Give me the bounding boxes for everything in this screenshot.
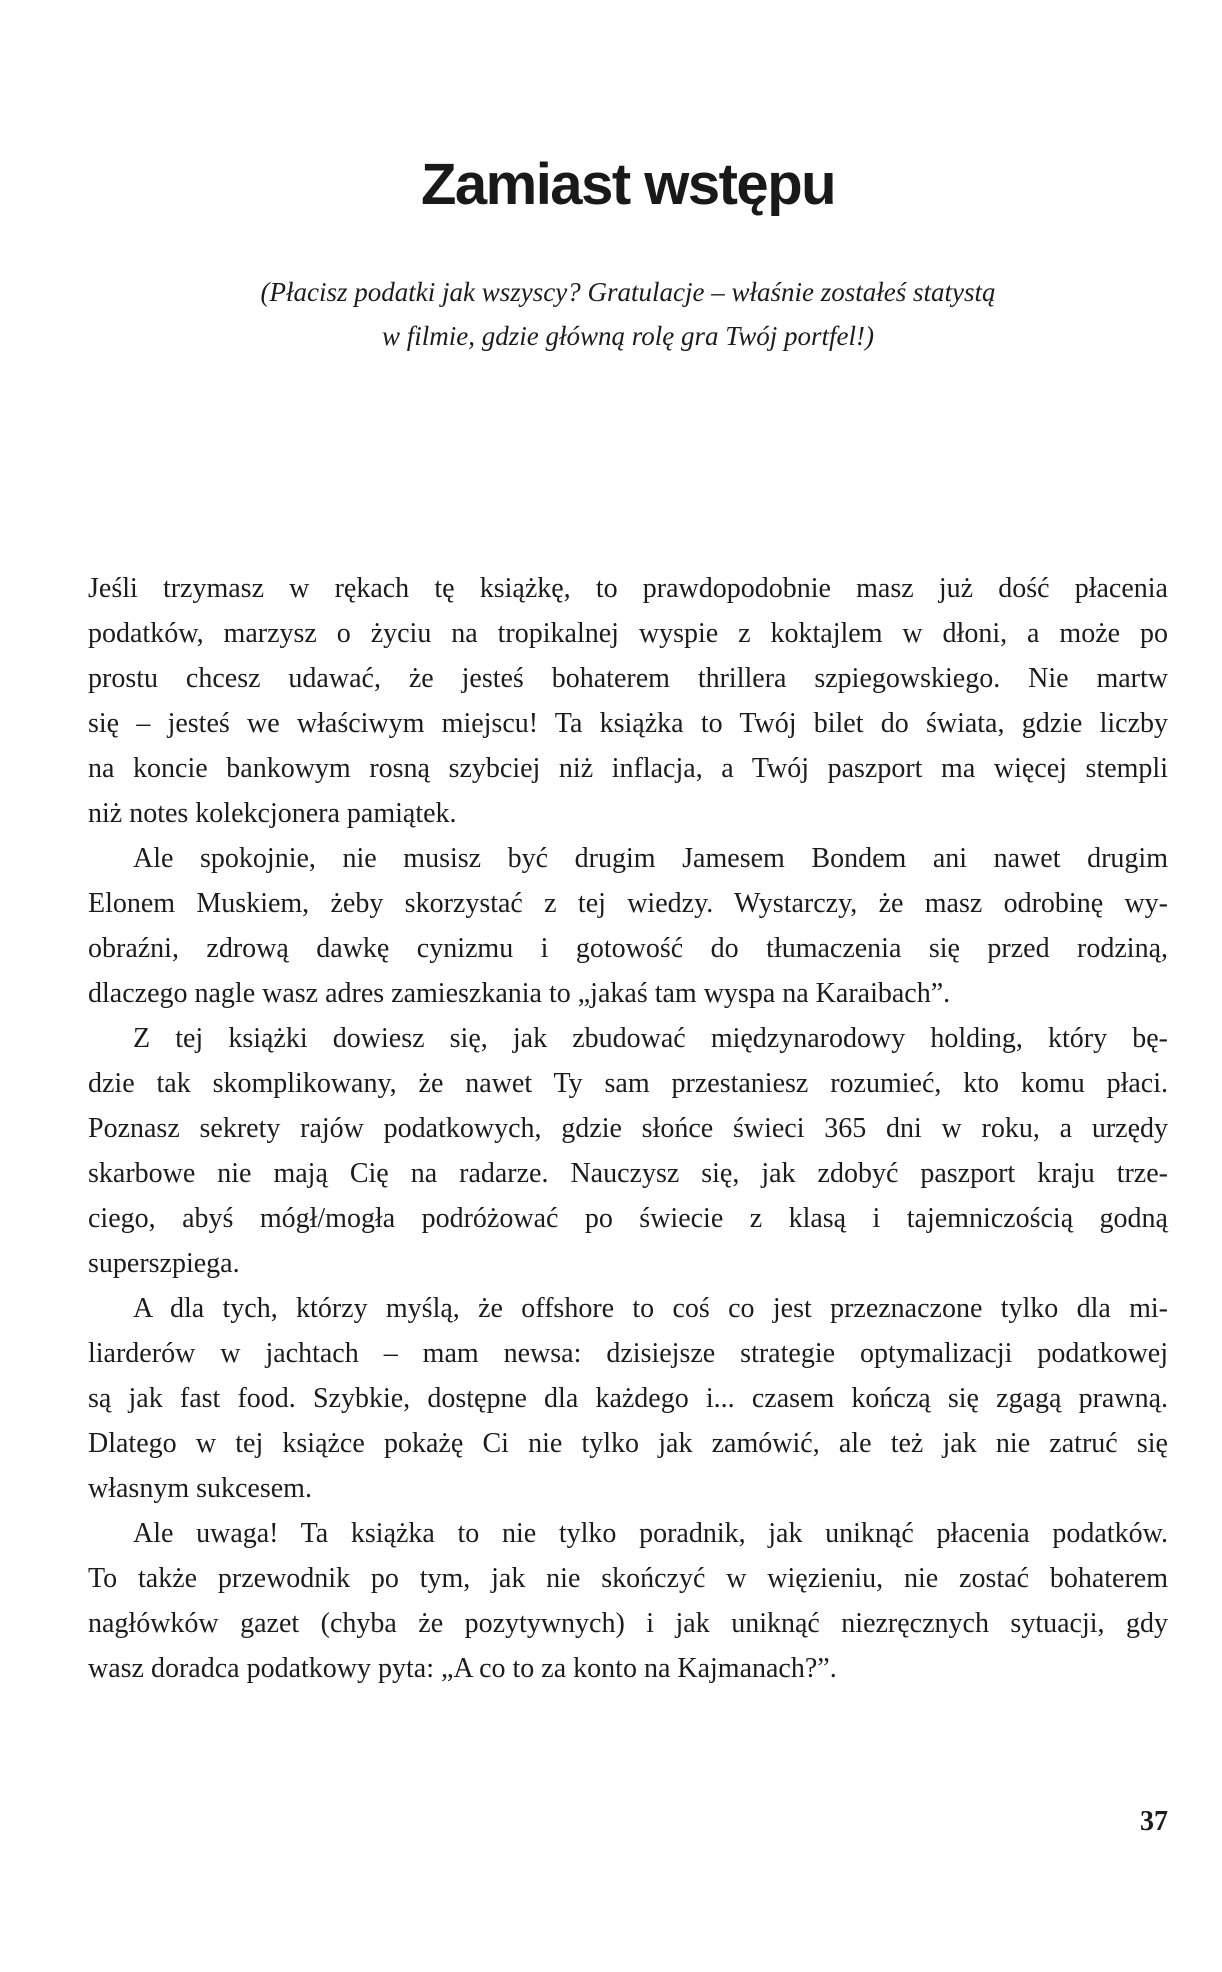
- body-line: Poznasz sekrety rajów podatkowych, gdzie słońce świeci 365 dni w roku, a urzędy: [88, 1112, 1168, 1144]
- body-line: Z tej książki dowiesz się, jak zbudować międzynarodowy holding, który bę-: [133, 1022, 1168, 1054]
- epigraph-line: w filmie, gdzie główną rolę gra Twój portfel!): [382, 320, 874, 351]
- body-line: własnym sukcesem.: [88, 1472, 312, 1504]
- body-line: prostu chcesz udawać, że jesteś bohaterem thrillera szpiegowskiego. Nie martw: [88, 662, 1168, 694]
- epigraph-line: (Płacisz podatki jak wszyscy? Gratulacje – właśnie zostałeś statystą: [260, 276, 996, 307]
- body-line: podatków, marzysz o życiu na tropikalnej wyspie z koktajlem w dłoni, a może po: [88, 617, 1168, 649]
- body-line: niż notes kolekcjonera pamiątek.: [88, 797, 457, 829]
- body-line: Ale spokojnie, nie musisz być drugim Jamesem Bondem ani nawet drugim: [133, 842, 1168, 874]
- body-line: liarderów w jachtach – mam newsa: dzisiejsze strategie optymalizacji podatkowej: [88, 1337, 1168, 1369]
- body-line: skarbowe nie mają Cię na radarze. Nauczysz się, jak zdobyć paszport kraju trze-: [88, 1157, 1168, 1189]
- body-line: wasz doradca podatkowy pyta: „A co to za konto na Kajmanach?”.: [88, 1652, 837, 1684]
- body-line: dzie tak skomplikowany, że nawet Ty sam przestaniesz rozumieć, kto komu płaci.: [88, 1067, 1168, 1099]
- body-line: obraźni, zdrową dawkę cynizmu i gotowość do tłumaczenia się przed rodziną,: [88, 932, 1168, 964]
- epigraph: [88, 270, 1168, 358]
- body-line: są jak fast food. Szybkie, dostępne dla każdego i... czasem kończą się zgagą prawną.: [88, 1382, 1168, 1414]
- body-line: dlaczego nagle wasz adres zamieszkania to „jakaś tam wyspa na Karaibach”.: [88, 977, 951, 1009]
- body-line: superszpiega.: [88, 1247, 240, 1279]
- body-text: [88, 566, 1168, 1691]
- body-line: Dlatego w tej książce pokażę Ci nie tylko jak zamówić, ale też jak nie zatruć się: [88, 1427, 1168, 1459]
- body-line: nagłówków gazet (chyba że pozytywnych) i jak uniknąć niezręcznych sytuacji, gdy: [88, 1607, 1168, 1639]
- body-line: Ale uwaga! Ta książka to nie tylko poradnik, jak uniknąć płacenia podatków.: [133, 1517, 1168, 1549]
- body-line: Jeśli trzymasz w rękach tę książkę, to prawdopodobnie masz już dość płacenia: [88, 572, 1168, 604]
- body-line: To także przewodnik po tym, jak nie skończyć w więzieniu, nie zostać bohaterem: [88, 1562, 1168, 1594]
- chapter-title: Zamiast wstępu: [420, 152, 836, 217]
- page-content: [88, 0, 1168, 1838]
- body-line: na koncie bankowym rosną szybciej niż inflacja, a Twój paszport ma więcej stempli: [88, 752, 1168, 784]
- body-line: Elonem Muskiem, żeby skorzystać z tej wiedzy. Wystarczy, że masz odrobinę wy-: [88, 887, 1168, 919]
- page-number: 37: [1140, 1805, 1168, 1837]
- body-line: ciego, abyś mógł/mogła podróżować po świecie z klasą i tajemniczością godną: [88, 1202, 1168, 1234]
- body-line: się – jesteś we właściwym miejscu! Ta książka to Twój bilet do świata, gdzie liczby: [88, 707, 1168, 739]
- body-line: A dla tych, którzy myślą, że offshore to coś co jest przeznaczone tylko dla mi-: [133, 1292, 1168, 1324]
